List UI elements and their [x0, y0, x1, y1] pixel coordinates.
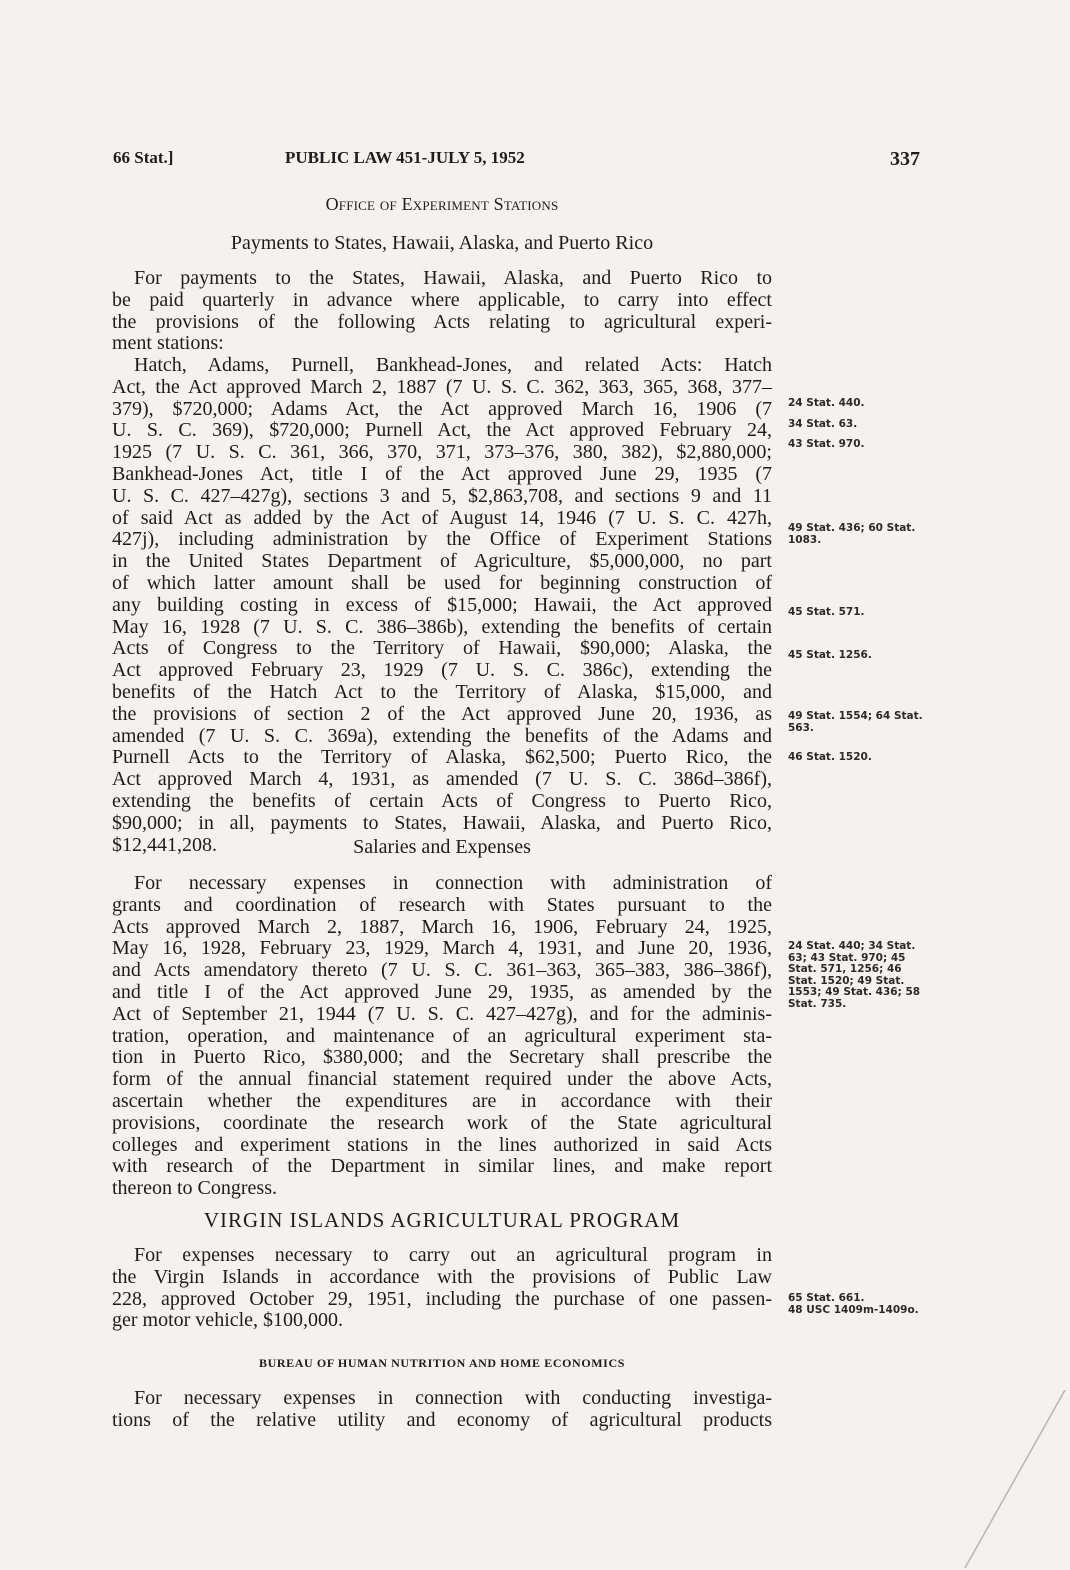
header-page-number: 337: [890, 148, 920, 170]
text-line: the provisions of the following Acts relating to agricultural experi-: [112, 310, 772, 333]
text-line: extending the benefits of certain Acts of Congress to Puerto Rico,: [112, 789, 772, 812]
text-line: tions of the relative utility and economy of agricultural products: [112, 1408, 772, 1431]
text-line: 1925 (7 U. S. C. 361, 366, 370, 371, 373–376, 380, 382), $2,880,000;: [112, 441, 772, 464]
margin-note-citation: 49 Stat. 436; 60 Stat. 1083.: [788, 522, 916, 546]
text-line: Act, the Act approved March 2, 1887 (7 U. S. C. 362, 363, 365, 368, 377–: [112, 375, 772, 398]
text-line: benefits of the Hatch Act to the Territory of Alaska, $15,000, and: [112, 680, 772, 703]
heading-virgin-islands: VIRGIN ISLANDS AGRICULTURAL PROGRAM: [203, 1208, 681, 1232]
text-line: $12,441,208.: [112, 833, 217, 856]
margin-note-citation: 45 Stat. 1256.: [788, 649, 872, 661]
text-line: Purnell Acts to the Territory of Alaska, $62,500; Puerto Rico, the: [112, 746, 772, 769]
pencil-stroke-mark: [960, 1390, 1070, 1570]
header-volume: 66 Stat.]: [113, 148, 174, 167]
text-line: ment stations:: [112, 332, 224, 355]
text-line: with research of the Department in similar lines, and make report: [112, 1155, 772, 1178]
text-line: Act approved February 23, 1929 (7 U. S. C. 386c), extending the: [112, 659, 772, 682]
text-line: and title I of the Act approved June 29, 1935, as amended by the: [112, 980, 772, 1003]
heading-salaries-expenses: Salaries and Expenses: [353, 836, 531, 858]
text-line: Hatch, Adams, Purnell, Bankhead-Jones, and related Acts: Hatch: [134, 354, 772, 376]
text-line: May 16, 1928 (7 U. S. C. 386–386b), extending the benefits of certain: [112, 615, 772, 638]
margin-note-citation: 49 Stat. 1554; 64 Stat. 563.: [788, 710, 923, 734]
text-line: colleges and experiment stations in the lines authorized in said Acts: [112, 1133, 772, 1156]
text-line: U. S. C. 427–427g), sections 3 and 5, $2,863,708, and sections 9 and 11: [112, 484, 772, 507]
text-line: tion in Puerto Rico, $380,000; and the Secretary shall prescribe the: [112, 1046, 772, 1069]
heading-bureau-human-nutrition: BUREAU OF HUMAN NUTRITION AND HOME ECONOMICS: [259, 1356, 625, 1370]
text-line: For necessary expenses in connection with conducting investiga-: [134, 1387, 772, 1409]
text-line: Act of September 21, 1944 (7 U. S. C. 427–427g), and for the adminis-: [112, 1002, 772, 1025]
text-line: thereon to Congress.: [112, 1177, 277, 1200]
text-line: in the United States Department of Agriculture, $5,000,000, no part: [112, 550, 772, 573]
text-line: tration, operation, and maintenance of an agricultural experiment sta-: [112, 1024, 772, 1047]
text-line: grants and coordination of research with States pursuant to the: [112, 893, 772, 916]
text-line: Acts approved March 2, 1887, March 16, 1906, February 24, 1925,: [112, 915, 772, 938]
text-line: form of the annual financial statement required under the above Acts,: [112, 1068, 772, 1091]
margin-note-citation: 48 USC 1409m-1409o.: [788, 1304, 919, 1316]
text-line: Bankhead-Jones Act, title I of the Act approved June 29, 1935 (7: [112, 462, 772, 485]
text-line: 228, approved October 29, 1951, including the purchase of one passen-: [112, 1287, 772, 1310]
header-title: PUBLIC LAW 451-JULY 5, 1952: [285, 148, 525, 167]
heading-office-experiment-stations: Office of Experiment Stations: [325, 194, 559, 214]
text-line: $90,000; in all, payments to States, Hawaii, Alaska, and Puerto Rico,: [112, 811, 772, 834]
margin-note-citation: 45 Stat. 571.: [788, 606, 865, 618]
margin-note-citation: 43 Stat. 970.: [788, 438, 865, 450]
subheading-payments: Payments to States, Hawaii, Alaska, and Puerto Rico: [230, 232, 654, 254]
text-line: provisions, coordinate the research work of the State agricultural: [112, 1111, 772, 1134]
text-line: amended (7 U. S. C. 369a), extending the benefits of the Adams and: [112, 724, 772, 747]
text-line: Act approved March 4, 1931, as amended (7 U. S. C. 386d–386f),: [112, 768, 772, 791]
text-line: of which latter amount shall be used for beginning construction of: [112, 571, 772, 594]
text-line: Acts of Congress to the Territory of Hawaii, $90,000; Alaska, the: [112, 637, 772, 660]
text-line: be paid quarterly in advance where applicable, to carry into effect: [112, 288, 772, 311]
text-line: of said Act as added by the Act of August 14, 1946 (7 U. S. C. 427h,: [112, 506, 772, 529]
running-header: [113, 148, 920, 172]
text-line: the Virgin Islands in accordance with the provisions of Public Law: [112, 1265, 772, 1288]
margin-note-citation: 46 Stat. 1520.: [788, 751, 872, 763]
text-line: For necessary expenses in connection with administration of: [134, 872, 772, 894]
text-line: any building costing in excess of $15,000; Hawaii, the Act approved: [112, 593, 772, 616]
text-line: May 16, 1928, February 23, 1929, March 4, 1931, and June 20, 1936,: [112, 937, 772, 960]
margin-note-citation: 24 Stat. 440; 34 Stat. 63; 43 Stat. 970; 45 Stat. 571, 1256; 46 Stat. 1520; 49 Stat. 1553; 49 Stat. 436; 58 Stat. 735.: [788, 940, 921, 1010]
text-line: 379), $720,000; Adams Act, the Act approved March 16, 1906 (7: [112, 397, 772, 420]
paragraph-human-nutrition: [112, 1388, 772, 1432]
margin-note-citation: 24 Stat. 440.: [788, 397, 865, 409]
margin-note-citation: 34 Stat. 63.: [788, 418, 858, 430]
text-line: U. S. C. 369), $720,000; Purnell Act, the Act approved February 24,: [112, 419, 772, 442]
margin-note-citation: 65 Stat. 661.: [788, 1292, 865, 1304]
text-line: the provisions of section 2 of the Act approved June 20, 1936, as: [112, 702, 772, 725]
text-line: For payments to the States, Hawaii, Alaska, and Puerto Rico to: [134, 267, 772, 289]
paragraph-virgin-islands: [112, 1245, 772, 1332]
text-line: 427j), including administration by the Office of Experiment Stations: [112, 528, 772, 551]
text-line: ger motor vehicle, $100,000.: [112, 1309, 344, 1332]
text-line: ascertain whether the expenditures are in accordance with their: [112, 1089, 772, 1112]
paragraph-payments-intro: [112, 268, 772, 355]
paragraph-salaries: [112, 873, 772, 1200]
paragraph-hatch-adams: [112, 355, 772, 856]
text-line: and Acts amendatory thereto (7 U. S. C. 361–363, 365–383, 386–386f),: [112, 959, 772, 982]
text-line: For expenses necessary to carry out an agricultural program in: [134, 1244, 772, 1266]
